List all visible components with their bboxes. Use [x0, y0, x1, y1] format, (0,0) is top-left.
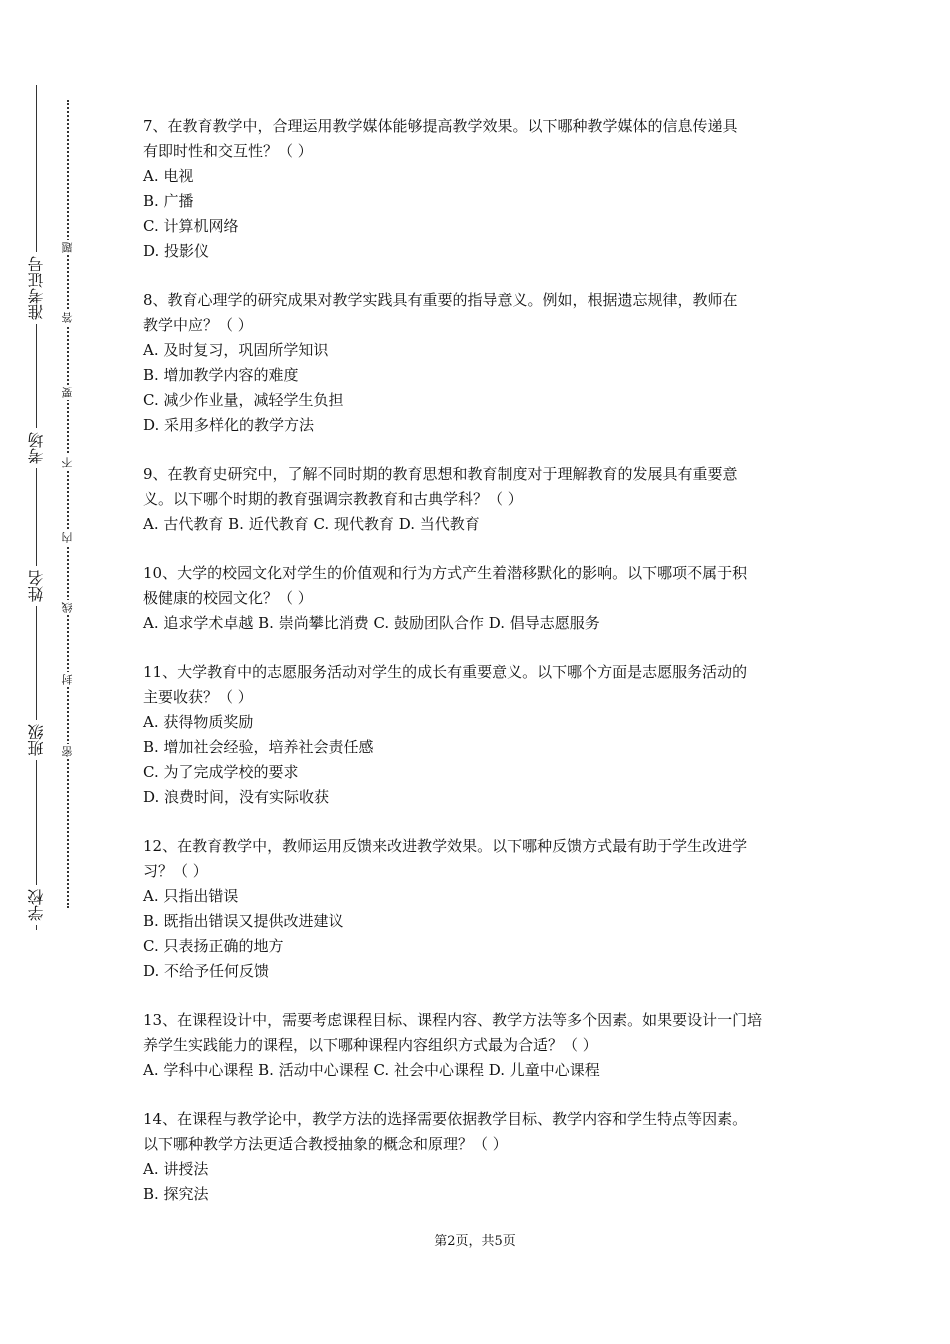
binding-solid-line	[36, 85, 37, 930]
option: B. 既指出错误又提供改进建议	[143, 912, 344, 930]
option: A. 获得物质奖励	[143, 713, 254, 731]
question-text: 有即时性和交互性？（ ）	[143, 142, 313, 160]
question-8	[143, 288, 811, 438]
option: B. 增加教学内容的难度	[143, 366, 299, 384]
question-text: 11、大学教育中的志愿服务活动对学生的成长有重要意义。以下哪个方面是志愿服务活动的	[143, 663, 748, 681]
exam-number-label: 准考证号	[22, 252, 52, 324]
question-text: 12、在教育教学中，教师运用反馈来改进教学效果。以下哪种反馈方式最有助于学生改进学	[143, 837, 748, 855]
school-label: 学校	[22, 885, 52, 925]
question-13	[143, 1008, 811, 1083]
seal-dotted-line	[67, 100, 69, 908]
exam-room-label: 考场	[22, 428, 52, 468]
option: C. 为了完成学校的要求	[143, 763, 299, 781]
question-text: 7、在教育教学中，合理运用教学媒体能够提高教学效果。以下哪种教学媒体的信息传递具	[143, 117, 738, 135]
question-text: 14、在课程与教学论中，教学方法的选择需要依据教学目标、教学内容和学生特点等因素。	[143, 1110, 748, 1128]
question-11	[143, 660, 811, 810]
option: A. 及时复习，巩固所学知识	[143, 341, 329, 359]
option: D. 采用多样化的教学方法	[143, 416, 315, 434]
seal-char: 题	[59, 240, 77, 255]
binding-margin	[0, 0, 110, 1344]
seal-char: 答	[59, 310, 77, 325]
option: C. 只表扬正确的地方	[143, 937, 284, 955]
option: D. 浪费时间，没有实际收获	[143, 788, 330, 806]
question-text: 8、教育心理学的研究成果对教学实践具有重要的指导意义。例如，根据遗忘规律，教师在	[143, 291, 738, 309]
class-label: 班级	[22, 720, 52, 760]
question-text: 13、在课程设计中，需要考虑课程目标、课程内容、教学方法等多个因素。如果要设计一门培	[143, 1011, 763, 1029]
option: A. 讲授法	[143, 1160, 209, 1178]
seal-char: 线	[59, 600, 77, 615]
question-text: 10、大学的校园文化对学生的价值观和行为方式产生着潜移默化的影响。以下哪项不属于积	[143, 564, 748, 582]
seal-char: 要	[59, 385, 77, 400]
question-12	[143, 834, 811, 984]
seal-char: 不	[59, 455, 77, 470]
question-text: 义。以下哪个时期的教育强调宗教教育和古典学科？（ ）	[143, 490, 523, 508]
question-text: 习？（ ）	[143, 862, 208, 880]
option: D. 不给予任何反馈	[143, 962, 270, 980]
option: C. 减少作业量，减轻学生负担	[143, 391, 344, 409]
option: B. 增加社会经验，培养社会责任感	[143, 738, 374, 756]
question-text: 极健康的校园文化？（ ）	[143, 589, 313, 607]
question-text: 主要收获？（ ）	[143, 688, 253, 706]
question-9	[143, 462, 811, 537]
seal-char: 密	[59, 744, 77, 759]
seal-char: 内	[59, 530, 77, 545]
option: D. 投影仪	[143, 242, 210, 260]
page-number: 第2页，共5页	[434, 1234, 516, 1249]
option: A. 电视	[143, 167, 194, 185]
question-7	[143, 114, 811, 264]
option: A. 学科中心课程 B. 活动中心课程 C. 社会中心课程 D. 儿童中心课程	[143, 1061, 600, 1079]
option: A. 追求学术卓越 B. 崇尚攀比消费 C. 鼓励团队合作 D. 倡导志愿服务	[143, 614, 600, 632]
question-text: 9、在教育史研究中，了解不同时期的教育思想和教育制度对于理解教育的发展具有重要意	[143, 465, 738, 483]
name-label: 姓名	[22, 566, 52, 606]
option: A. 古代教育 B. 近代教育 C. 现代教育 D. 当代教育	[143, 515, 480, 533]
question-text: 教学中应？（ ）	[143, 316, 253, 334]
question-14	[143, 1107, 811, 1207]
question-text: 以下哪种教学方法更适合教授抽象的概念和原理？（ ）	[143, 1135, 508, 1153]
option: A. 只指出错误	[143, 887, 239, 905]
option: B. 广播	[143, 192, 194, 210]
question-text: 养学生实践能力的课程，以下哪种课程内容组织方式最为合适？（ ）	[143, 1036, 598, 1054]
option: C. 计算机网络	[143, 217, 239, 235]
seal-char: 封	[59, 672, 77, 687]
question-10	[143, 561, 811, 636]
option: B. 探究法	[143, 1185, 209, 1203]
question-list	[143, 114, 811, 1231]
